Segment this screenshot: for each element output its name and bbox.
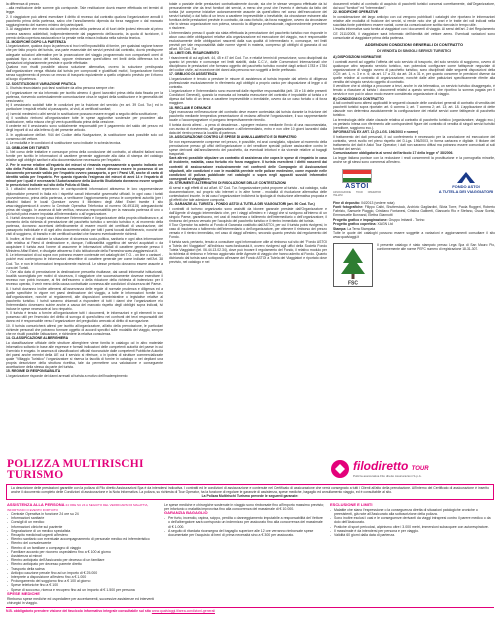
section-heading: 20. STRUMENTI ALTERNATIVI DI RISOLUZIONE DELLE CONTESTAZIONI [169,181,287,186]
column-3 [333,2,495,452]
fsc-box [333,243,495,287]
section-heading: 11. MODIFICHE DOPO LA PARTENZA [6,39,66,44]
list-item: - Centrale Operativa in funzione 24 ore su 24 [7,512,159,516]
info-label: Fonti fotografiche: [333,205,364,210]
list-item: - Pratiche di sport pericolosi, alpinismo oltre i 3.000 metri, immersioni subacquee con autorespiratore. [330,525,495,529]
paragraph: Il venditore che si obbliga a procurare a terzi, anche in via telematica, un servizio turistico disaggregato, è tenuto a rilasciare al turista i documenti relativi a questo servizio, che riportino la somma pagata per il servizio e non può in alcun modo essere considerato organizzatore di viaggio. [333,84,495,97]
insurance-column-3 [330,503,495,607]
astoi-subtitle: ASSOCIAZIONE TOUR OPERATOR ITALIANI [333,190,381,197]
astoi-name: ASTOI [345,182,369,190]
info-value: Filippo Calbi, Shutterstock, Archivio Gagliardini, Silvia Torre, Paola Ruggeri, Roberto Fabrizio, Samuele Piaggio, Cristiano Fontanesi, Cristina Galiberti, Giancarlo Rio e Stefano, Oscar Scelsi, Emmanuelle Bonnand, Elettra Giannotti [333,205,495,218]
paragraph: 10. Il turista comunicherà altresì per iscritto all'organizzatore, all'atto della prenotazione, le particolari richieste personali che potranno formare oggetto di accordi specifici sulle modalità del viaggio, sempre che ne risulti possibile l'attuazione, e richiedere la relativa consulenza. [6,323,163,336]
info-label: Fine di deposito: [333,200,361,205]
paragraph: 2. Il viaggiatore può altresì esercitare il diritto di recesso dal contratto qualora l'organizzatore annulli il pacchetto prima della partenza, salvo che l'annullamento dipenda da forza maggiore o dal mancato raggiungimento del numero minimo dei partecipanti. [6,14,163,28]
medical-text: Rimborso spese mediche ed ospedaliere per accertamenti, successive assistenze ed interventi chirurgici in viaggio. [7,596,155,605]
insurance-column-1 [7,503,159,607]
list-item: - Il massimale è da intendersi per persona e per viaggio. [330,529,495,533]
paragraph: L'organizzatore è tenuto a prestare le misure di assistenza al turista imposte dal criterio di diligenza professionale esclusivamente in riferimento agli obblighi a proprio carico per disposizione di legge o di contratto. [169,76,327,89]
paragraph: c) i servizi medesimi o altri servizi in sostituzione possano essere erogati a seguito della sostituzione; [6,111,158,116]
bold-paragraph: INFORMATIVA EX ART. 13 (D.LGS. 196/2003 e norme) [333,130,419,135]
info-value: Tutte le quote dei cataloghi possono essere soggette a variazioni e aggiornamenti consultare il sito www.qualviaggi.it [333,231,495,240]
section-heading: 21. GARANZIE AL TURISTA - FONDO ASTOI A TUTELA DEI VIAGGIATORI (art. 50 Cod. Tur.) [169,202,315,207]
section-heading: A) DISPOSIZIONI NORMATIVE [333,55,382,60]
list-item: - Malattie che siano l'espressione o la conseguenza diretta di situazioni patologiche croniche o preesistenti, già note all'Assicurato alla sottoscrizione della polizza. [330,508,495,516]
luggage-list [164,516,324,537]
policy-note-label: N.B. obbligatorio prendere visione del fascicolo informativo integrale consultabile sul sito [6,609,151,613]
paragraph: Qualora non risulti possibile alcuna soluzione alternativa, ovvero la soluzione predisposta dall'organizzatore venga rifiutata dal turista per comprovati e giustificati motivi, l'organizzatore fornirà senza supplemento di prezzo un mezzo di trasporto equivalente a quello originario previsto per il ritorno al luogo di partenza. [6,65,163,82]
list-item: - Informazioni cliniche sul paziente [7,525,159,529]
paragraph: ...alla restituzione delle somme già corrisposte. Tale restituzione dovrà essere effettuata nei termini di legge. [6,6,163,15]
info-line [333,231,495,239]
assistance-heading: ASSISTENZA ALLA PERSONA [7,503,65,507]
section-heading: 18. RECLAMI E DENUNCE [169,105,212,110]
filodiretto-sub: TOUR [411,465,429,472]
bold-paragraph: 2. Per le norme relative all'espatrio dei minori si rimanda espressamente a quanto indicato nel sito della Polizia di Stato. Si precisa comunque che i minori devono essere in possesso di un documento personale valido per l'espatrio ovvero passaporto, o per i Paesi UE, anche di carta di identità valida per l'espatrio. Per quanto riguarda l'esigenza dei minori di anni 14 e l'espatrio di minori per i quali è necessaria l'Autorizzazione della Autorità Giudiziaria dovranno essere seguite le prescrizioni indicate sul sito della Polizia di Stato. [6,162,163,188]
addendum-subtitle: DI VENDITA DI SINGOLI SERVIZI TURISTICI [377,49,451,54]
list-item: - Anticipo cauzione penale fino ad un importo di € 25.000 [7,571,159,575]
fsc-text: Il presente catalogo è stato stampato presso Lega Spa di San Mauro Pio, conformemente alle norme PEFC numero di registrazione 18-31-307. [377,243,495,252]
insurance-section [0,457,500,619]
paragraph: Se non espressamente comprese nel prezzo, è possibile, ed anzi consigliato, stipulare al momento della prenotazione presso gli uffici dell'organizzatore o del venditore speciali polizze assicurative contro le spese derivanti dall'annullamento del pacchetto, da eventuali infortuni e da vicende relative ai bagagli trasportati. [169,139,327,156]
paragraph: La classificazione ufficiale delle strutture alberghiere viene fornita in catalogo od in altro materiale informativo soltanto in base alle espresse e formali indicazioni delle competenti autorità del paese in cui il servizio è erogato. In assenza di classificazioni ufficiali riconosciute dalle competenti Pubbliche Autorità dei paesi anche membri della UE cui il servizio si riferisce, o in ipotesi di strutture commercializzate quale "Villaggio Turistico" l'organizzatore si riserva la facoltà di fornire in catalogo o nel depliant una propria descrizione della struttura ricettiva, tale da permettere una valutazione e conseguente accettazione della stessa da parte del turista. [6,340,163,370]
info-value: La Terra Stampata [347,226,376,231]
astoi-logo [333,169,381,197]
paragraph: L'organizzatore, qualora dopo la partenza si trovi nell'impossibilità di fornire, per qualsiasi ragione tranne che per fatto proprio del turista, una parte essenziale dei servizi previsti dal contratto, dovrà predisporre adeguate soluzioni alternative per la prosecuzione del viaggio programmato non comportanti oneri di qualsiasi tipo a carico del turista, oppure rimborsare quest'ultimo nei limiti della differenza tra le prestazioni originariamente previste e quelle effettuate. [6,44,163,65]
list-item: - Spese di soccorso, ricerca e recupero fino ad un importo di € 1.500 per persona [7,588,159,592]
section-heading: 13. OBBLIGHI DEI TURISTI [6,145,49,150]
paragraph: L'organizzatore e l'intermediario sono esonerati dalle rispettive responsabilità (artt. 15 e 16 delle presenti Condizioni Generali), quando la mancata od inesatta esecuzione del contratto è imputabile al turista o è dipesa dal fatto di un terzo a carattere imprevedibile o inevitabile, ovvero da un caso fortuito o di forza maggiore. [169,89,327,106]
paragraph: La terminologia delle citate clausole relativa al contratto di pacchetto turistico (organizzatore, viaggio ecc.) va pertanto intesa con riferimento alle corrispondenti figure del contratto di vendita di singoli servizi turistici (venditore, soggiorno ecc.). [333,117,495,130]
paragraph: 3. I cittadini stranieri reperiranno le corrispondenti informazioni attraverso le loro rappresentanze diplomatiche presenti in Italia e/o i rispettivi canali informativi governativi ufficiali. In ogni caso i turisti provvederanno, prima della partenza, a verificarne l'aggiornamento presso le competenti autorità (per i cittadini italiani le locali Questure ovvero il Ministero degli Affari Esteri tramite il sito www.viaggiaresicuri.it ovvero la Centrale Operativa Telefonica al numero 06.491115) adeguandovisi prima del viaggio. In assenza di tale verifica, nessuna responsabilità per la mancata partenza di uno o più turisti potrà essere imputata all'intermediario o all'organizzatore. [6,187,163,216]
paragraph: L'intermediario presso il quale sia stata effettuata la prenotazione del pacchetto turistico non risponde in alcun caso delle obbligazioni relative alla organizzazione ed esecuzione del viaggio, ma è responsabile esclusivamente delle obbligazioni nascenti dalla sua qualità di intermediario e, comunque, nei limiti previsti per tale responsabilità dalle norme vigenti in materia, compreso gli obblighi di garanzia di cui all'art. 50 Cod. Tur. [169,30,327,51]
info-value: 04/2013 (vedere nota) [361,200,395,205]
bold-paragraph: Sarà altresì possibile stipulare un contratto di assistenza che copra le spese di rimpatrio in caso di incidente, malattia, caso fortuito e/o forza maggiore. Il turista eserciterà i diritti nascenti dai contratti di assicurazione esclusivamente nei confronti delle Compagnie di Assicurazioni stipulanti, alle condizioni e con le modalità previste nelle polizze medesime, come esposte nelle condizioni di polizza pubblicate nei cataloghi o sopra negli appositi sussidi informativi consegnati al viaggiatore. [169,156,327,181]
addendum-title: ADDENDUM CONDIZIONI GENERALI DI CONTRATTO [365,41,463,47]
list-item: - Interprete a disposizione all'estero fino a € 1.000 [7,575,159,579]
policy-note-link[interactable]: www.qualviaggi.it/area-condizioni-generali [151,609,215,613]
list-item: - Assistenza ai minori [7,554,159,558]
section-heading: B) CONDIZIONI DI CONTRATTO [333,96,384,101]
info-label: Stampa: [333,226,347,231]
paragraph: Ai sensi e agli effetti di cui all'art. 67 Cod. Tur. l'organizzatore potrà proporre al turista - sul catalogo, sulla documentazione, sul proprio sito internet o in altre forme - modalità di risoluzione alternativa delle contestazioni insorte. In tal caso l'organizzatore indicherà la tipologia di risoluzione alternativa proposta e gli effetti che tale adesione comporta. [169,185,327,202]
paragraph: I contratti aventi ad oggetto l'offerta del solo servizio di trasporto, del solo servizio di soggiorno, ovvero di qualunque altro separato servizio turistico, non potendosi configurare come fattispecie negoziale di organizzazione di viaggio ovvero di pacchetto turistico, sono disciplinati dalle seguenti disposizioni della CCV: art. 1, n. 3 e n. 6; da art. 17 a 23; da art. 24 a 31 e, per quanto concerne le previsioni diverse da quelle relative al contratto di organizzazione, nonché dalle altre pattuizioni specificamente riferite alla vendita del singolo servizio oggetto di contratto. [333,59,495,84]
paragraph: Ogni mancanza nell'esecuzione del contratto deve essere contestata dal turista durante la fruizione del pacchetto mediante tempestiva presentazione di reclamo affinché l'organizzatore, il suo rappresentante locale o l'accompagnatore vi pongano tempestivamente rimedio. [169,110,327,123]
section-heading: 16. LIMITI DEL RISARCIMENTO [169,51,220,56]
info-value: Gruppo Imbardi - Torino [388,217,425,222]
filodiretto-desc: Polizza assicurativa Filo diretto Assicurazioni S.p.A. [353,473,422,478]
info-line [333,205,495,217]
section-heading: 22. MODIFICHE OPERATIVE [333,10,378,15]
exclusions-heading: ESCLUSIONE E LIMITI [330,503,373,507]
assistance-heading-suffix: 24 ORE SU 24 A SEGUITO DEL VERIFICARSI DI MALATTIA, INFORTUNIO O EVENTO FORTUITO [7,503,149,512]
column-2 [169,2,327,452]
info-value: XAGN Ltd [377,222,393,227]
paragraph: la differenza di prezzo. [6,2,41,6]
paragraph: Il Tour Operator ha aderito al Fondo di Garanzia costituito dall'ASTOI, per cui il turista potrà rivolgersi, in caso di insolvenza o fallimento dell'intermediario o dell'organizzatore, per ottenere il rimborso del prezzo versato e il rientro immediato, nel caso di viaggi all'estero, secondo quanto previsto dal regolamento del Fondo. [169,223,327,240]
info-line [333,218,495,222]
paragraph: a) l'organizzatore ne sia informato per iscritto almeno 4 giorni lavorativi prima della data fissata per la partenza, ricevendo contestualmente comunicazione circa le ragioni della sostituzione e le generalità del cessionario; [6,90,163,103]
paragraph: L'organizzatore risponde dei danni arrecati al turista a motivo dell'inadempimento [6,373,128,378]
list-item: - Spese telefoniche fino a € 100 [7,583,159,587]
list-item: - Informazioni sanitarie [7,516,159,520]
paragraph: 4. I turisti dovranno in ogni caso informare l'intermediario e l'organizzatore della propria cittadinanza e, al momento della richiesta di prenotazione del pacchetto turistico o servizio turistico e, al momento della partenza, dovranno accertarsi definitivamente di essere muniti dei certificati di vaccinazione, del passaporto individuale e di ogni altro documento valido per tutti i paesi toccati dall'itinerario, nonché dei visti di soggiorno, di transito e dei certificati sanitari che fossero eventualmente richiesti. [6,216,163,237]
fondo-logo [437,171,495,194]
medical-limit-text: Le spese mediche e chirurgiche sostenute in viaggio sono rimborsate fino all'importo massimo previsto; per infortunio o malattia improvvisa fino alla concorrenza del massimale di € 10.000. [164,503,324,512]
policy-note [6,607,494,617]
fsc-logo-icon [333,243,373,287]
paragraph: I contratti di turismo organizzato sono assistiti da idonee garanzie prestate dall'Organizzatore e dall'Agente di viaggio intermediario che, per i viaggi all'estero e i viaggi che si svolgono all'interno di un singolo Paese, garantiscono, nei casi di insolvenza o fallimento dell'intermediario o dell'organizzatore, il rimborso del prezzo versato per l'acquisto del pacchetto turistico e il rientro immediato del turista. [169,206,327,223]
logos-row [333,169,495,197]
paragraph: b) il cessionario soddisfi tutte le condizioni per la fruizione del servizio (ex art. 39 Cod. Tur.) ed in particolare i requisiti relativi al passaporto, ai visti, ai certificati sanitari; [6,103,163,112]
assistance-list [7,512,159,592]
filodiretto-logo [330,458,495,480]
list-item: - Per furto, incendio, rapina, scippo, perdita o danneggiamento imputabile a responsabilità del Vettore o dell'albergatore sarà corrisposto un indennizzo per assicurato fino alla concorrenza del massimale di € 1.000. [164,516,324,529]
astoi-flag-icon [342,169,372,183]
luggage-heading: GARANZIA BAGAGLIO [164,510,208,516]
info-label: Progetto grafico e impaginazione: [333,217,388,222]
filodiretto-icon [330,459,350,479]
paragraph: 8. I turisti dovranno inoltre attenersi all'osservanza delle regole di normale prudenza e diligenza ed a quelle specifiche in vigore nei paesi destinazione del viaggio, a tutte le informazioni fornite loro dall'organizzatore, nonché ai regolamenti, alle disposizioni amministrative o legislative relative al pacchetto turistico. I turisti saranno chiamati a rispondere di tutti i danni che l'organizzatore e/o l'intermediario dovessero subire anche a causa del mancato rispetto degli obblighi sopra indicati, ivi incluse le spese necessarie al loro rimpatrio. [6,286,163,311]
paragraph: In considerazione del largo anticipo con cui vengono pubblicati i cataloghi che riportano le informazioni relative alle modalità di fruizione dei servizi, si rende noto che gli orari e le tratte dei voli indicati nella succitata fonte potrebbero essere variati, come da comunicazione scritta ricevuta in tempo utile. [333,14,495,28]
section-heading: 17. OBBLIGO DI ASSISTENZA [169,72,218,77]
section-heading: 19. ASSICURAZIONE CONTRO LE SPESE DI ANNULLAMENTO E DI RIMPATRIO [169,135,297,140]
paragraph: Il trattamento dei dati personali, il cui conferimento è necessario per la conclusione ed esecuzione del contratto, verrà svolto nel pieno rispetto del D.Lgs. 196/2003, in forma cartacea e digitale. Il titolare del trattamento dei dati è Astoi Tour Operator; i dati non saranno diffusi ma potranno essere comunicati ai soli fornitori dei servizi. [333,134,495,151]
section-heading: 15. REGIME DI RESPONSABILITÀ [6,369,61,374]
list-item: - Rientro di un familiare o compagno di viaggio [7,546,159,550]
paragraph: 9. Il turista è tenuto a fornire all'organizzatore tutti i documenti, le informazioni e gli elementi in suo possesso utili per l'esercizio del diritto di surroga di quest'ultimo nei confronti dei terzi responsabili del danno ed è responsabile verso l'organizzatore del pregiudizio arrecato al diritto di surrogazione. [6,311,163,324]
section-heading: 12. SOSTITUZIONI E VARIAZIONE PRATICA [6,81,76,86]
list-item: - Rientro del convalescente [7,541,159,545]
filodiretto-brand: filodiretto [353,458,409,473]
paragraph: 6. Le informazioni di cui sopra non potranno essere contenute nei cataloghi dei T.O. - on line o cartacei - poiché essi contengono le informazioni descrittive di carattere generale per come indicate nell'Art. 38 Cod. Tur. e non le informazioni temporalmente mutevoli. Le stesse pertanto dovranno essere assunte a cura dei Turisti. [6,253,163,270]
fondo-name-2: A TUTELA DEI VIAGGIATORI [438,188,494,194]
paragraph: d) il sostituto rimborsi all'organizzatore tutte le spese aggiuntive sostenute per procedere alla sostituzione, nella misura che gli verrà quantificata prima della cessione. [6,115,163,124]
info-label: Progetto grafico copertina: [333,222,377,227]
medical-heading: SPESE MEDICHE [7,590,40,596]
list-item: - A seguito di ritardata riconsegna del bagaglio superiore alle 12 ore verranno rimborsate spese documentate per l'acquisto di beni di prima necessità sino a € 300 per assicurato. [164,529,324,537]
insurance-title-line2: TURISMO [7,469,64,481]
paragraph: documenti relativi al contratto di acquisto di pacchetti turistici concessi correttamente, dall'Organizzatore, dai suoi "fornitori" ed "Intermediari". [333,2,495,11]
paragraph: 3. Al viaggiatore che receda dal contratto prima della partenza al di fuori delle ipotesi elencate al primo comma saranno addebitati, indipendentemente dal pagamento dell'acconto, la quota di iscrizione, il premio della copertura assicurativa e la penale nella misura indicata nella scheda tecnica. [6,27,163,40]
paragraph: La legge italiana punisce con la reclusione i reati concernenti la prostituzione e la pornografia minorile, anche se gli stessi sono commessi all'estero. [333,155,495,164]
list-item: - Rientro anticipato dell'Assicurato per decesso di un familiare [7,558,159,562]
list-item: - Validità 60 giorni dalla data di partenza. [330,533,495,537]
paragraph: 7. Ove alla data di prenotazione la destinazione prescelta risultasse, dai canali informativi istituzionali, località sconsigliata per motivi di sicurezza, il viaggiatore che successivamente dovesse esercitare il recesso non potrà invocare, ai fini dell'esonero o della riduzione della richiesta di indennizzo per il recesso operato, il venir meno della causa contrattuale connessa alle condizioni di sicurezza del Paese. [6,269,163,287]
paragraph: L'esatta informativa sarà fornita ai viaggiatori con i documenti di viaggio. Ai sensi dell'art. 2 del Regolamento CE 2111/2005, il viaggiatore sarà informato dell'identità del vettore aereo. Eventuali variazioni sono comunicate al viaggiatore prima della partenza. [333,27,495,40]
insurance-intro-box [6,484,494,500]
insurance-intro-head: La Polizza Multirischi Turismo prevede le seguenti garanzie: [201,494,299,498]
paragraph: totale o parziale delle prestazioni contrattualmente dovute, sia che le stesse vengano effettuate da lui personalmente che da terzi fornitori dei servizi, a meno che provi che l'evento è derivato da fatto del turista (ivi comprese iniziative autonomamente assunte da quest'ultimo nel corso dell'esecuzione dei servizi turistici) o dal fatto di un terzo a carattere imprevedibile o inevitabile, da circostanze estranee alla fornitura delle prestazioni previste in contratto, da caso fortuito, da forza maggiore, ovvero da circostanze che lo stesso organizzatore non poteva, secondo la diligenza professionale, ragionevolmente prevedere o risolvere. [169,2,327,31]
paragraph: Il turista sarà, pertanto, tenuto a consultare ogni informazione utile al rimborso sul sito del "Fondo ASTOI a Tutela dei Viaggiatori" all'indirizzo www.fondoastoi.it, ovvero rivolgersi agli uffici della Società Fondo Tutela Viaggiatori (tel. 06.44.13.02.34), dove può trovare il regolamento del Fondo, il relativo modulo per la richiesta di rimborso e l'elenco aggiornato delle Agenzie di viaggio che hanno aderito al Fondo. Quanto dichiarato dal turista sarà sottoposto all'esame del Fondo ASTOI a Tutela dei Viaggiatori e riportato dove previsto, nel catalogo e nei [169,239,327,264]
paragraph: 5. Inoltre, al fine di valutare la situazione di sicurezza socio-politica, sanitaria e ogni altra informazione utile relativa ai Paesi di destinazione e, dunque, l'utilizzabilità oggettiva dei servizi acquistati o da acquistare il turista avrà l'onere di assumere le informazioni ufficiali di carattere generale presso il Ministero Affari Esteri, e divulgate attraverso il sito istituzionale della Farnesina www.viaggiaresicuri.it. [6,236,163,253]
fondo-name-1: FONDO ASTOI [452,184,480,190]
info-line [333,227,495,231]
bold-paragraph: Comunicazione obbligatoria ai sensi dell'articolo 17 della legge n° 38/2006. [333,151,454,156]
fsc-logo-label: FSC [348,280,358,287]
column-1 [6,2,163,452]
list-item: - Consigli di un medico [7,520,159,524]
info-line [333,222,495,226]
list-item: - Segnalazione di un medico specialista [7,529,159,533]
info-line [333,201,495,205]
insurance-column-2 [164,503,324,607]
paragraph: 1. Il turista rinunciatario può farsi sostituire da altra persona sempre che: [6,86,115,91]
list-item: - Sono inoltre esclusi i casi e le conseguenze derivanti da viaggi intrapresi contro il parere medico o da dolo dell'Assicurato. [330,516,495,524]
insurance-title-line1: POLIZZA MULTIRISCHI [7,458,144,470]
paragraph: 3. In applicazione dell'art. 944 del Codice della Navigazione, la sostituzione sarà possibile solo col consenso del vettore. [6,132,163,141]
list-item: - Rientro anticipato per decesso parente diretto [7,562,159,566]
paragraph: I risarcimenti di cui agli artt. 44, 45 e 47 del Cod. Tur. e relativi termini di prescrizione, sono disciplinati da quanto ivi previsto e comunque nei limiti stabiliti, dalla C.C.V., dalle Convenzioni Internazionali che disciplinano le prestazioni che formano oggetto del pacchetto turistico nonché dagli articoli 1783 e 1784 del codice civile, ad eccezione dei danni alla persona non soggetti a limite prefissato. [169,55,327,72]
list-item: - Prolungamento del soggiorno fino a € 100 al giorno [7,579,159,583]
paragraph: Il turista dovrà altresì - a pena di decadenza - sporgere reclamo mediante l'invio di una raccomandata, con avviso di ricevimento, all'organizzatore o all'intermediario, entro e non oltre 10 giorni lavorativi dalla data del rientro presso la località di partenza. [169,122,327,135]
paragraph: 4. Le modalità e le condizioni di sostituzione sono indicate in scheda tecnica. [6,141,122,146]
paragraph: A tali contratti sono altresì applicabili le seguenti clausole delle condizioni generali di contratto di vendita dei pacchetti turistici sopra riportate: art. 6 comma 1; art. 7 comma 2; art. 13; art. 18. L'applicazione di dette clausole non determina assolutamente la configurazione dei relativi servizi come fattispecie di pacchetto turistico. [333,101,495,118]
paragraph: 1. Nel corso delle trattative e comunque prima della conclusione del contratto, ai cittadini italiani sono fornite per iscritto le informazioni di carattere generale aggiornate alla data di stampa del catalogo relative agli obblighi sanitari e alla documentazione necessaria per l'espatrio. [6,150,163,163]
list-item: - Recapito medicinali urgenti all'estero [7,533,159,537]
fondo-shield-icon [455,171,477,185]
section-heading: 14. CLASSIFICAZIONE ALBERGHIERA [6,336,69,341]
list-item: - Familiare accanto per ricovero ospedaliero fino a € 100 al giorno [7,550,159,554]
list-item: - Trasporto della salma [7,567,159,571]
paragraph: Il cedente ed il cessionario sono solidalmente responsabili per il pagamento del saldo del prezzo ed degli importi di cui alla lettera d) del presente articolo. [6,124,163,133]
insurance-title [7,459,237,481]
insurance-intro-text: La descrizione delle prestazioni garantite con la polizza di Filo diretto Assicurazioni Spa è da intendersi indicativa. I contratti ed le condizioni di assicurazione e contenute nel Certificato di assicurazione che verrà consegnato a tutti i Clienti all'atto della prenotazione. All'interno del Certificato di assicurazione è inserito anche il documento completo delle Condizioni di assicurazione e la Nota Informativa. La polizza, su richiesta di Tour Operator, ha la funzione di regolare le garanzie di assistenza, spese mediche, bagaglio ed annullamento viaggio, ed è consultabile al sito. [11,486,489,494]
exclusions-list [330,508,495,537]
list-item: - Rientro sanitario con eventuale accompagnamento di personale medico ed infermieristico [7,537,159,541]
